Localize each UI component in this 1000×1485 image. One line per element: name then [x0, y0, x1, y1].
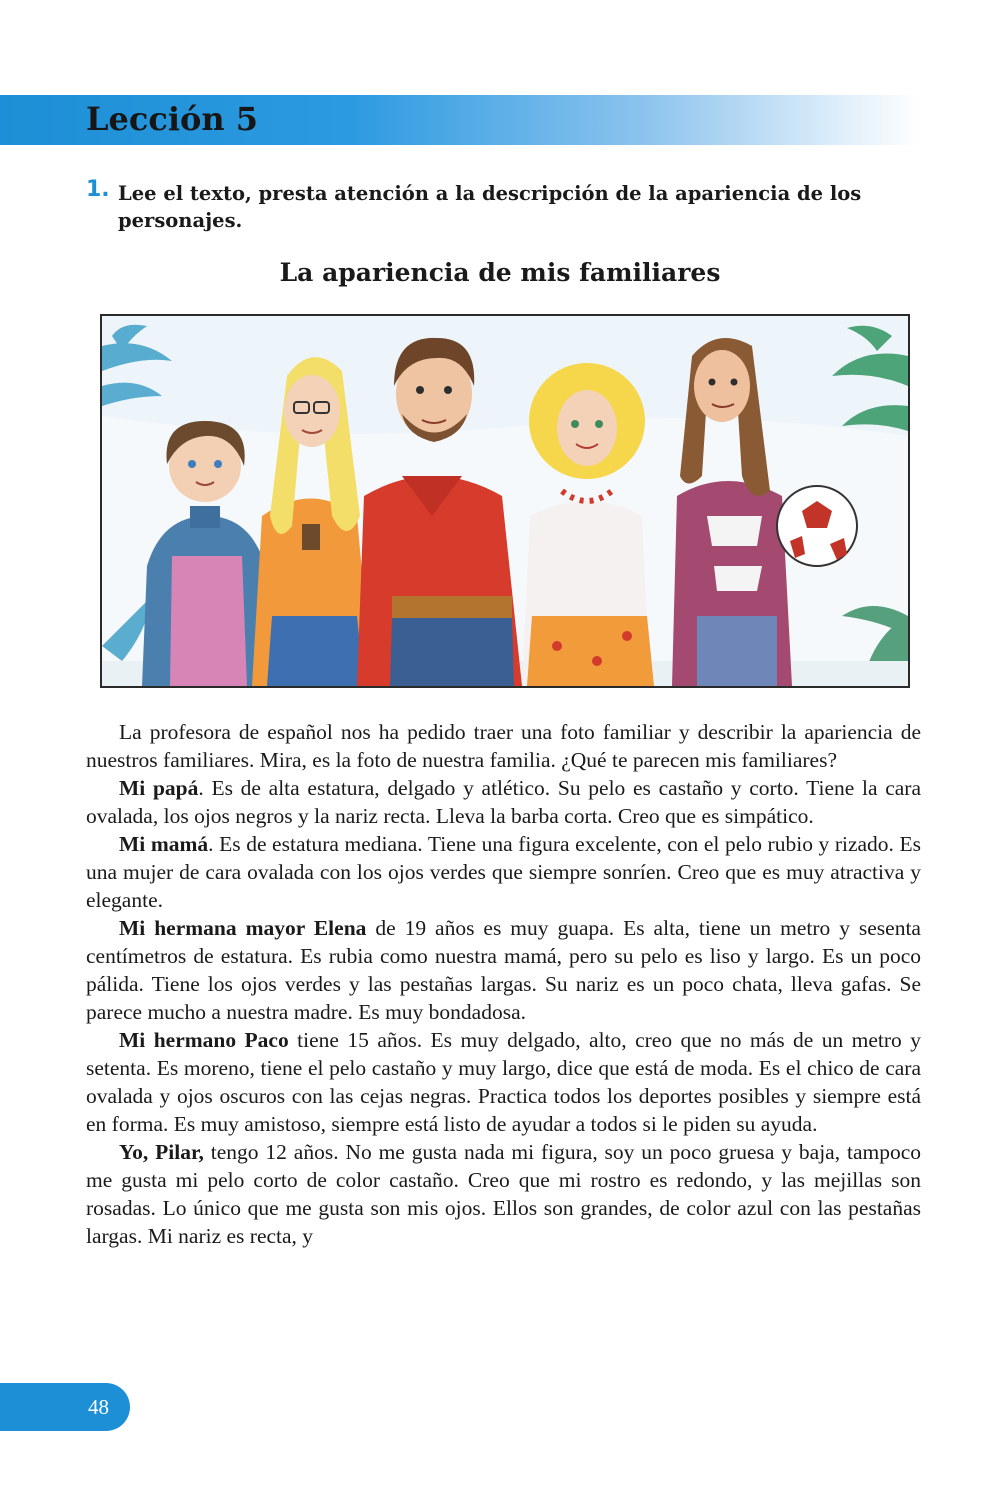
exercise-1	[86, 177, 926, 234]
story-body	[86, 718, 921, 1250]
exercise-number: 1.	[86, 177, 110, 202]
page-number: 48	[88, 1395, 109, 1419]
story-paragraph-paco: Mi hermano Paco tiene 15 años. Es muy delgado, alto, creo que no más de un metro y setenta. Es moreno, tiene el pelo castaño y muy largo, dice que está de moda. Es el chico de cara ovalada y ojos oscuros con las cejas negras. Practica todos los deportes posibles y siempre está en forma. Es muy amistoso, siempre está listo de ayudar a todos si le piden su ayuda.	[86, 1028, 921, 1136]
story-paragraph-elena: Mi hermana mayor Elena de 19 años es muy guapa. Es alta, tiene un metro y sesenta centímetros de estatura. Es rubia como nuestra mamá, pero su pelo es liso y largo. Es un poco pálida. Tiene los ojos verdes y las pestañas largas. Su nariz es un poco chata, lleva gafas. Se parece mucho a nuestra madre. Es muy bondadosa.	[86, 916, 921, 1024]
story-title: La apariencia de mis familiares	[279, 258, 721, 287]
story-paragraph-mother: Mi mamá. Es de estatura mediana. Tiene una figura excelente, con el pelo rubio y rizado. Es una mujer de cara ovalada con los ojos verdes que siempre sonríen. Creo que es muy atractiva y elegante.	[86, 832, 922, 912]
lesson-title: Lección 5	[86, 100, 258, 138]
story-paragraph-intro: La profesora de español nos ha pedido traer una foto familiar y describir la apariencia de nuestros familiares. Mira, es la foto de nuestra familia. ¿Qué te parecen mis familiares?	[86, 720, 921, 772]
story-paragraph-father: Mi papá. Es de alta estatura, delgado y atlético. Su pelo es castaño y corto. Tiene la cara ovalada, los ojos negros y la nariz recta. Lleva la barba corta. Creo que es simpático.	[86, 776, 921, 828]
exercise-instruction: Lee el texto, presta atención a la descripción de la apariencia de los personajes.	[118, 182, 862, 232]
story-paragraph-pilar: Yo, Pilar, tengo 12 años. No me gusta nada mi figura, soy un poco gruesa y baja, tampoco me gusta mi pelo corto de color castaño. Creo que mi rostro es redondo, y las mejillas son rosadas. Lo único que me gusta son mis ojos. Ellos son grandes, de color azul con las pestañas largas. Mi nariz es recta, y	[86, 1140, 921, 1248]
family-illustration	[100, 314, 910, 688]
figure-mother	[522, 363, 654, 686]
page-number-tab	[0, 1383, 130, 1431]
